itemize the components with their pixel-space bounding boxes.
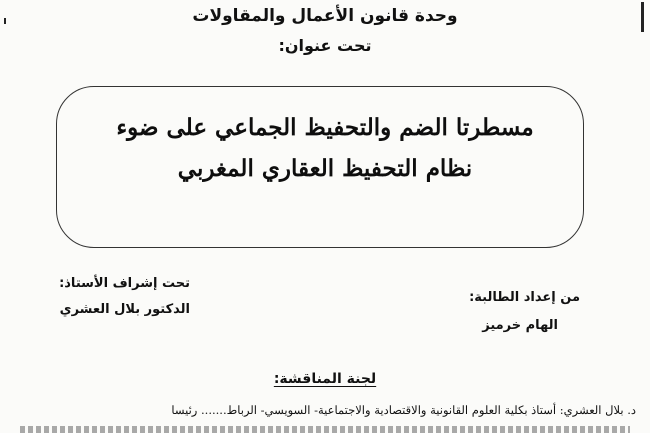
cut-off-text-line xyxy=(20,426,630,433)
student-name: الهام خرميز xyxy=(482,318,558,333)
unit-name: وحدة قانون الأعمال والمقاولات xyxy=(192,6,458,26)
supervisor-name: الدكتور بلال العشري xyxy=(59,302,190,317)
thesis-title-line-2: نظام التحفيظ العقاري المغربي xyxy=(177,155,473,182)
under-title-label: تحت عنوان: xyxy=(278,36,372,55)
committee-heading xyxy=(0,368,650,387)
prepared-by-label: من إعداد الطالبة: xyxy=(469,290,580,305)
thesis-title-line-1: مسطرتا الضم والتحفيظ الجماعي على ضوء xyxy=(116,114,534,141)
committee-member: د. بلال العشري: أستاذ بكلية العلوم القانونية والاقتصادية والاجتماعية- السويسي- الرباط....... رئيسا xyxy=(171,403,636,417)
supervisor-label: تحت إشراف الأستاذ: xyxy=(59,276,190,291)
committee-title: لجنة المناقشة: xyxy=(273,371,377,387)
